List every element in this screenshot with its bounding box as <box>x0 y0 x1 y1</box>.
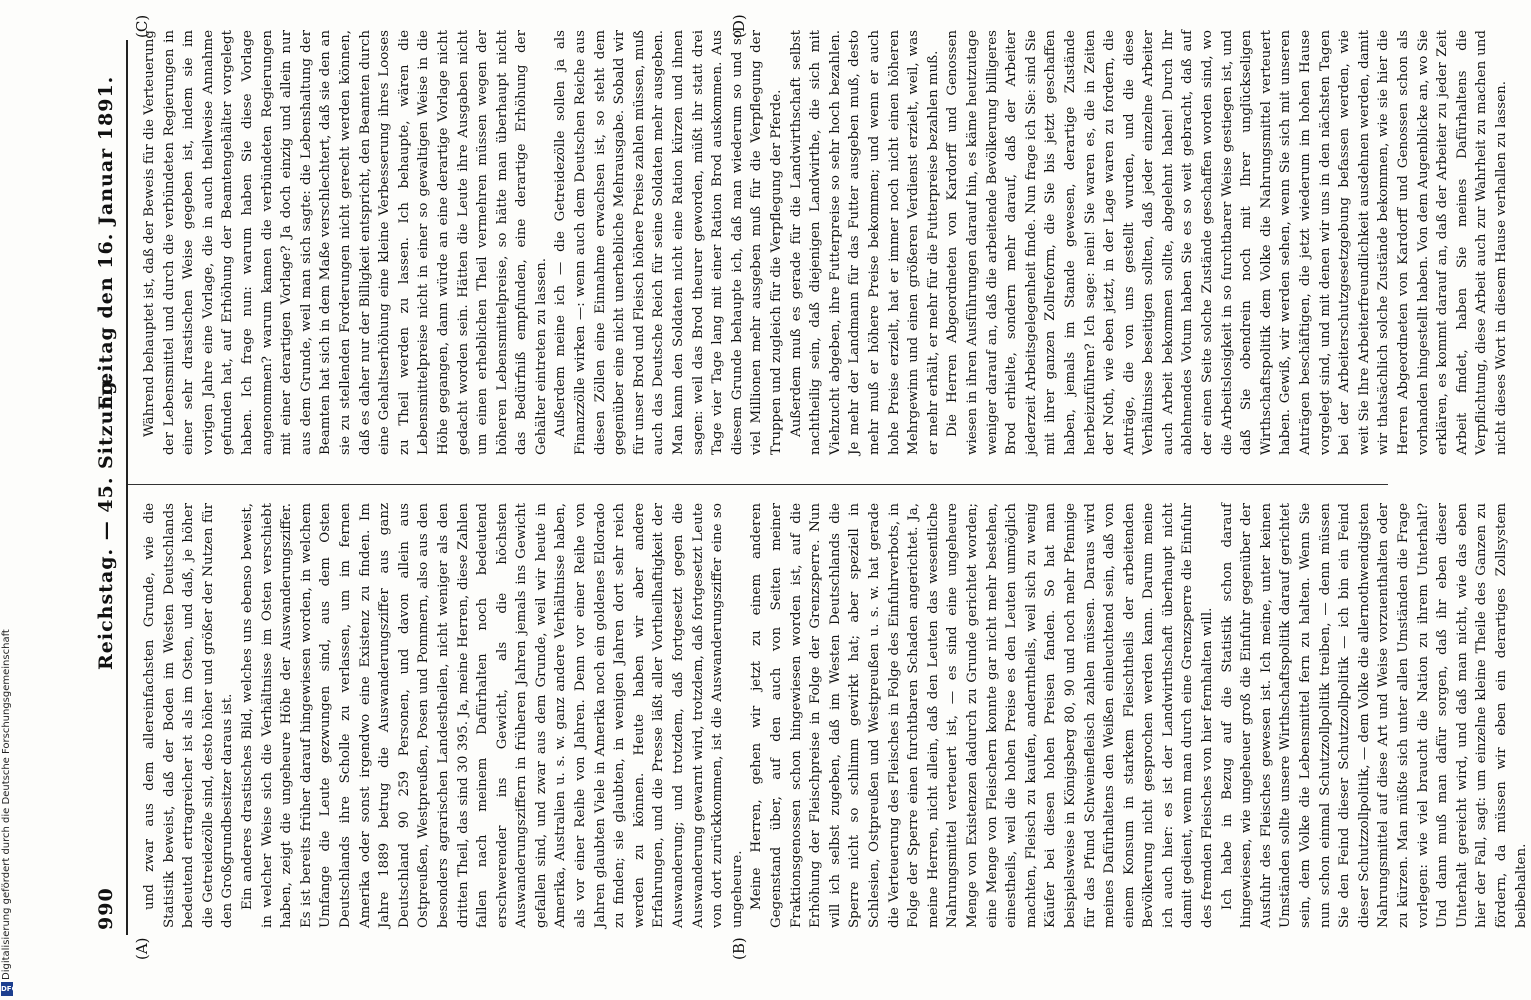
header-date: Freitag den 16. Januar 1891. <box>95 75 117 410</box>
paragraph: Ein anderes drastisches Bild, welches uns ebenso beweist, in welcher Weise sich die Verhältnisse im Osten verschiebt haben, zeigt die ungeheure Höhe der Auswanderungsziffer. Es ist bereits früher darauf hingewiesen worden, in welchem Umfange die Leute gezwungen sind, aus dem Osten Deutschlands ihre Scholle zu verlassen, um im fernen Amerika oder sonst irgendwo eine Existenz zu finden. Im Jahre 1889 betrug die Auswanderungsziffer aus ganz Deutschland 90 259 Personen, und davon allein aus Ostpreußen, Westpreußen, Posen und Pommern, also aus den besonders agrarischen Landestheilen, nicht weniger als den dritten Theil, das sind 30 395. Ja, meine Herren, diese Zahlen fallen nach meinem Dafürhalten noch bedeutend erschwerender ins Gewicht, als die höchsten Auswanderungsziffern in früheren Jahren jemals ins Gewicht gefallen sind, und zwar aus dem Grunde, weil wir heute in Amerika, Australien u. s. w. ganz andere Verhältnisse haben, als vor einer Reihe von Jahren. Denn vor einer Reihe von Jahren glaubten Viele in Amerika noch ein goldenes Eldorado zu finden; sie glaubten, in wenigen Jahren dort sehr reich werden zu können. Heute haben wir aber andere Erfahrungen, und die Presse läßt aller Vortheilhaftigkeit der Auswanderung; und trotzdem, daß fortgesetzt gegen die Auswanderung gewarnt wird, trotzdem, daß fortgesetzt Leute von dort zurückkommen, ist die Auswanderungsziffer eine so ungeheure. <box>239 503 745 928</box>
header-rule <box>126 40 128 935</box>
page-header <box>95 50 123 930</box>
margin-marker-d: (D) <box>730 14 748 38</box>
paragraph: Die Herren Abgeordneten von Kardorff und Genossen wiesen in ihren Ausführungen darauf hin, es käme heutzutage weniger darauf an, daß die arbeitende Bevölkerung billigeres Brod erhielte, sondern mehr darauf, daß der Arbeiter jederzeit Arbeitsgelegenheit finde. Nun frage ich Sie: sind Sie mit ihrer ganzen Zollreform, die Sie bis jetzt geschaffen haben, jemals im Stande gewesen, derartige Zustände herbeizuführen? Ich sage: nein! Sie waren es, die in Zeiten der Noth, wie eben jetzt, in der Lage waren zu fordern, die Anträge, die von uns gestellt wurden, und die diese Verhältnisse beseitigen sollten, daß jeder einzelne Arbeiter auch Arbeit bekommen sollte, abgelehnt haben! Durch Ihr ablehnendes Votum haben Sie es so weit gebracht, daß auf der einen Seite solche Zustände geschaffen worden sind, wo die Arbeitslosigkeit in so furchtbarer Weise gestiegen ist, und daß Sie obendrein noch mit Ihrer unglückseligen Wirthschaftspolitik dem Volke die Nahrungsmittel verteuert haben. Gewiß, wir werden sehen, wenn Sie sich mit unseren Anträgen beschäftigen, die jetzt wiederum im hohen Hause vorgelegt sind, und mit denen wir uns in den nächsten Tagen bei der Arbeiterschutzgesetzgebung befassen werden, wie weit Sie Ihre Arbeiterfreundlichkeit ausdehnen werden, damit wir thatsächlich solche Zustände bekommen, wie sie hier die Herren Abgeordneten von Kardorff und Genossen schon als vorhanden hingestellt haben. Von dem Augenblicke an, wo Sie erklären, es kommt darauf an, daß der Arbeiter zu jeder Zeit Arbeit findet, haben Sie meines Dafürhaltens die Verpflichtung, diese Arbeit auch zur Wahrheit zu machen und nicht dieses Wort in diesem Hause verhallen zu lassen. <box>945 30 1509 455</box>
digitization-note-text: Digitalisierung gefördert durch die Deutsche Forschungsgemeinschaft <box>1 629 12 980</box>
margin-marker-c: (C) <box>133 14 151 38</box>
left-column <box>140 503 1529 928</box>
right-column <box>140 30 1509 455</box>
paragraph: Außerdem muß es gerade für die Landwirthschaft selbst nachtheilig sein, daß diejenigen Landwirthe, die sich mit Viehzucht abgeben, ihre Futterpreise so sehr hoch bezahlen. Je mehr der Landmann für das Futter ausgeben muß, desto mehr muß er höhere Preise bekommen; und wenn er auch hohe Preise erzielt, hat er immer noch nicht einen höheren Mehrgewinn und einen größeren Verdienst erzielt, weil, was er mehr erhält, er mehr für die Futterpreise bezahlen muß. <box>788 30 941 455</box>
paragraph: Außerdem meine ich — die Getreidezölle sollen ja als Finanzzölle wirken —: wenn auch dem Deutschen Reiche aus diesen Zöllen eine Einnahme erwachsen ist, so steht dem gegenüber eine nicht unerhebliche Mehrausgabe. Sobald wir für unser Brod und Fleisch höhere Preise zahlen müssen, muß auch das Deutsche Reich für seine Soldaten mehr ausgeben. Man kann den Soldaten nicht eine Ration kürzen und ihnen sagen: weil das Brod theurer geworden, müßt ihr statt drei Tage vier Tage lang mit einer Ration Brod auskommen. Aus diesem Grunde behaupte ich, daß man wiederum so und so viel Millionen mehr ausgeben muß für die Verpflegung der Truppen und zugleich für die Verpflegung der Pferde. <box>553 30 784 455</box>
dfg-logo: DFG <box>1 982 13 996</box>
paragraph: und zwar aus dem allereinfachsten Grunde, wie die Statistik beweist, daß der Boden im Westen Deutschlands bedeutend ertragreicher ist als im Osten, und daß, je höher die Getreidezölle sind, desto höher und größer der Nutzen für den Großgrundbesitzer daraus ist. <box>142 503 236 928</box>
paragraph: Ich habe in Bezug auf die Statistik schon darauf hingewiesen, wie ungeheuer groß die Einfuhr gegenüber der Ausfuhr des Fleisches gewesen ist. Ich meine, unter keinen Umständen sollte unsere Wirthschaftspolitik darauf gerichtet sein, dem Volke die Lebensmittel fern zu halten. Wenn Sie nun schon einmal Schutzzollpolitik treiben, — denn müssen Sie den Feind dieser Schutzzollpolitik — ich bin ein Feind dieser Schutzzollpolitik, — dem Volke die allernothwendigsten Nahrungsmittel auf diese Art und Weise vorzuenthalten oder zu kürzen. Man müßte sich unter allen Umständen die Frage vorlegen: wie viel braucht die Nation zu ihrem Unterhalt? Und dann muß man dafür sorgen, daß ihr eben dieser Unterhalt gereicht wird, und daß man nicht, wie das eben hier der Fall, sagt: um einzelne kleine Theile des Ganzen zu fördern, da müssen wir eben ein derartiges Zollsystem beibehalten. <box>1219 503 1529 928</box>
digitization-note <box>0 0 14 1000</box>
page-number: 990 <box>95 887 117 930</box>
column-divider <box>128 484 1388 485</box>
header-title: Reichstag. — 45. Sitzung. <box>95 372 117 670</box>
paragraph: Während behauptet ist, daß der Beweis für die Verteuerung der Lebensmittel und durch die verbündeten Regierungen in einer sehr drastischen Weise gegeben ist, indem sie im vorigen Jahre eine Vorlage, die in auch theilweise Annahme gefunden hat, auf Erhöhung der Beamtengehälter vorgelegt haben. Ich frage nun: warum haben Sie diese Vorlage angenommen? warum kamen die verbündeten Regierungen mit einer derartigen Vorlage? Ja doch einzig und allein nur aus dem Grunde, weil man sich sagte: die Lebenshaltung der Beamten hat sich in dem Maße verschlechtert, daß sie den an sie zu stellenden Forderungen nicht gerecht werden können, daß es daher nur der Billigkeit entspricht, den Beamten durch eine Gehaltserhöhung eine kleine Verbesserung ihres Looses zu Theil werden zu lassen. Ich behaupte, wären die Lebensmittelpreise nicht in einer so gewaltigen Weise in die Höhe gegangen, dann würde an eine derartige Vorlage nicht gedacht worden sein. Hätten die Leute ihre Ausgaben nicht um einen erheblichen Theil vermehren müssen wegen der höheren Lebensmittelpreise, so hätte man überhaupt nicht das Bedürfniß empfunden, eine derartige Erhöhung der Gehälter eintreten zu lassen. <box>142 30 549 455</box>
margin-marker-a: (A) <box>133 937 151 960</box>
paragraph: Meine Herren, gehen wir jetzt zu einem anderen Gegenstand über, auf den auch von Seiten meiner Fraktionsgenossen schon hingewiesen worden ist, auf die Erhöhung der Fleischpreise in Folge der Grenzsperre. Nun will ich selbst zugeben, daß im Westen Deutschlands die Sperre nicht so schlimm gewirkt hat; aber speziell in Schlesien, Ostpreußen und Westpreußen u. s. w. hat gerade die Verteuerung des Fleisches in Folge des Einfuhrverbots, in Folge der Sperre einen furchtbaren Schaden angerichtet. Ja, meine Herren, nicht allein, daß den Leuten das wesentliche Nahrungsmittel verteuert ist, — es sind eine ungeheure Menge von Existenzen dadurch zu Grunde gerichtet worden; eine Menge von Fleischern konnte gar nicht mehr bestehen, einestheils, weil die hohen Preise es den Leuten unmöglich machten, Fleisch zu kaufen, anderntheils, weil sich zu wenig Käufer bei diesen hohen Preisen fanden. So hat man beispielsweise in Königsberg 80, 90 und noch mehr Pfennige für das Pfund Schweinefleisch zahlen müssen. Daraus wird meines Dafürhaltens den Weißen einleuchtend sein, daß von einem Konsum in starkem Fleischtheils der arbeitenden Bevölkerung nicht gesprochen werden kann. Darum meine ich auch hier: es ist der Landwirthschaft überhaupt nicht damit gedient, wenn man durch eine Grenzsperre die Einfuhr des fremden Fleisches von hier fernhalten will. <box>749 503 1216 928</box>
margin-marker-b: (B) <box>730 937 748 960</box>
